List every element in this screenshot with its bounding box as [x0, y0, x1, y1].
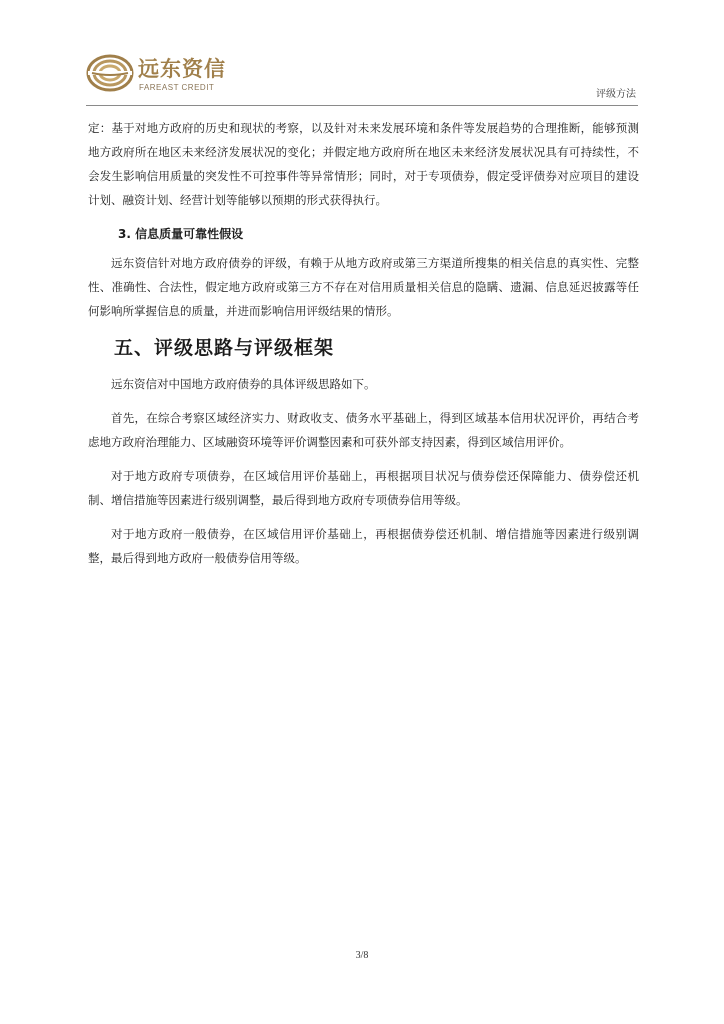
paragraph-first: 首先，在综合考察区域经济实力、财政收支、债务水平基础上，得到区域基本信用状况评价，再结合考虑地方政府治理能力、区域融资环境等评价调整因素和可获外部支持因素，得到区域信用评价。 — [88, 411, 639, 449]
page-content — [88, 116, 639, 580]
header-divider — [86, 105, 638, 106]
paragraph-info-quality: 远东资信针对地方政府债券的评级，有赖于从地方政府或第三方渠道所搜集的相关信息的真实性、完整性、准确性、合法性，假定地方政府或第三方不存在对信用质量相关信息的隐瞒、遗漏、信息延迟披露等任何影响所掌握信息的质量，并进而影响信用评级结果的情形。 — [88, 256, 639, 318]
section-heading-5: 五、评级思路与评级框架 — [114, 337, 335, 359]
document-type-label: 评级方法 — [596, 89, 636, 100]
brand-name-en: FAREAST CREDIT — [139, 83, 215, 92]
paragraph-general-bonds: 对于地方政府一般债券，在区域信用评价基础上，再根据债券偿还机制、增信措施等因素进行级别调整，最后得到地方政府一般债券信用等级。 — [88, 527, 639, 565]
page-header — [0, 0, 724, 106]
page-number: 3/8 — [355, 950, 369, 961]
paragraph-special-bonds: 对于地方政府专项债券，在区域信用评价基础上，再根据项目状况与债券偿还保障能力、债券偿还机制、增信措施等因素进行级别调整，最后得到地方政府专项债券信用等级。 — [88, 469, 639, 507]
brand-name-cn: 远东资信 — [138, 57, 226, 81]
paragraph-continued: 定：基于对地方政府的历史和现状的考察，以及针对未来发展环境和条件等发展趋势的合理推断，能够预测地方政府所在地区未来经济发展状况的变化；并假定地方政府所在地区未来经济发展状况具有可持续性，不会发生影响信用质量的突发性不可控事件等异常情形；同时，对于专项债券，假定受评债券对应项目的建设计划、融资计划、经营计划等能够以预期的形式获得执行。 — [88, 121, 639, 207]
paragraph-intro: 远东资信对中国地方政府债券的具体评级思路如下。 — [111, 377, 376, 391]
subheading-info-quality: 3. 信息质量可靠性假设 — [118, 227, 244, 241]
fareast-credit-logo-icon — [86, 53, 134, 93]
